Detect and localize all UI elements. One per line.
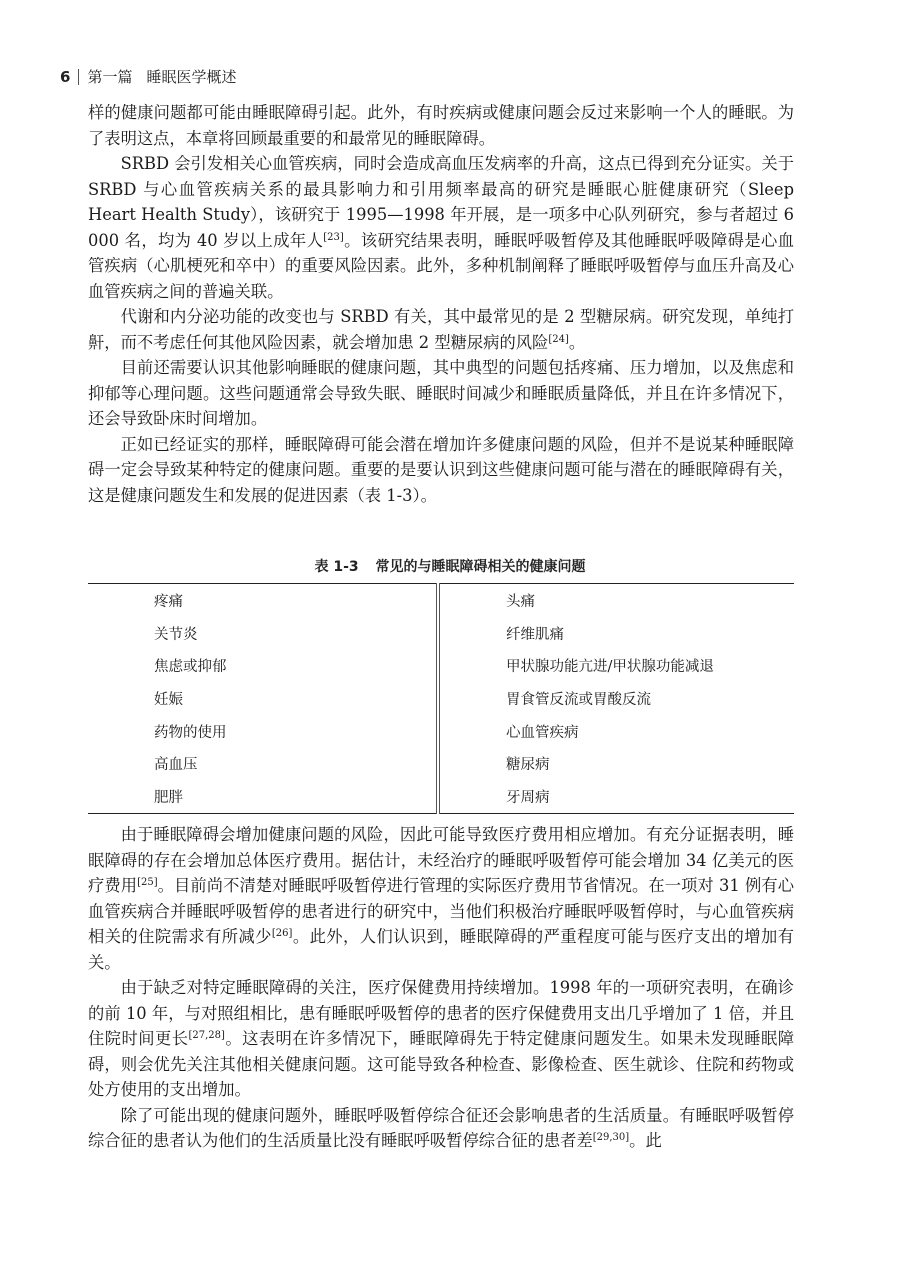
citation[interactable]: [26] — [271, 928, 293, 939]
table-cell: 甲状腺功能亢进/甲状腺功能减退 — [506, 659, 714, 676]
paragraph: 代谢和内分泌功能的改变也与 SRBD 有关，其中最常见的是 2 型糖尿病。研究发现，单纯打鼾，而不考虑任何其他风险因素，就会增加患 2 型糖尿病的风险[24]。 — [88, 307, 794, 352]
header-divider — [78, 69, 79, 85]
citation[interactable]: [24] — [548, 333, 569, 345]
citation[interactable]: [25] — [137, 877, 158, 888]
health-problems-table — [88, 583, 794, 814]
running-header — [60, 66, 236, 87]
table-cell: 药物的使用 — [88, 715, 438, 748]
table-row — [88, 780, 794, 813]
table-cell: 胃食管反流或胃酸反流 — [506, 691, 651, 708]
paragraph: 正如已经证实的那样，睡眠障碍可能会潜在增加许多健康问题的风险，但并不是说某种睡眠障碍一定会导致某种特定的健康问题。重要的是要认识到这些健康问题可能与潜在的睡眠障碍有关，这是健康问题发生和发展的促进因素（表 1-3）。 — [88, 434, 794, 505]
citation[interactable]: [23] — [323, 231, 344, 243]
table-cell: 高血压 — [88, 747, 438, 780]
citation[interactable]: [27,28] — [188, 1030, 225, 1041]
table-row — [88, 747, 794, 780]
paragraph: 目前还需要认识其他影响睡眠的健康问题，其中典型的问题包括疼痛、压力增加，以及焦虑和抑郁等心理问题。这些问题通常会导致失眠、睡眠时间减少和睡眠质量降低，并且在许多情况下，还会导致卧床时间增加。 — [88, 358, 794, 428]
body-text-bottom — [88, 822, 794, 1154]
table-cell: 牙周病 — [506, 789, 550, 806]
table-cell: 关节炎 — [88, 617, 438, 650]
table-title: 常见的与睡眠障碍相关的健康问题 — [375, 559, 586, 575]
table-cell: 头痛 — [506, 593, 535, 610]
table-cell: 肥胖 — [88, 780, 438, 813]
paragraph: SRBD 会引发相关心血管疾病，同时会造成高血压发病率的升高，这点已得到充分证实。关于 SRBD 与心血管疾病关系的最具影响力和引用频率最高的研究是睡眠心脏健康研究（Sleep Heart Health Study），该研究于 1995—1998 年开展，是一项多中心队列研究，参与者超过 6 000 名，均为 40 岁以上成年人[23]。该研究结果表明，睡眠呼吸暂停及其他睡眠呼吸障碍是心血管疾病（心肌梗死和卒中）的重要风险因素。此外，多种机制阐释了睡眠呼吸暂停与血压升高及心血管疾病之间的普遍关联。 — [88, 154, 794, 301]
table-label: 表 1-3 — [314, 559, 359, 575]
table-cell: 妊娠 — [88, 682, 438, 715]
page-number: 6 — [60, 67, 71, 86]
body-text-top — [88, 100, 794, 508]
table-cell: 疼痛 — [88, 584, 438, 617]
table-cell: 糖尿病 — [506, 757, 550, 774]
part-label: 第一篇 — [87, 68, 133, 86]
table-row — [88, 715, 794, 748]
table-caption — [0, 556, 900, 576]
citation[interactable]: [29,30] — [592, 1132, 630, 1143]
table-row — [88, 584, 794, 617]
paragraph: 由于睡眠障碍会增加健康问题的风险，因此可能导致医疗费用相应增加。有充分证据表明，睡眠障碍的存在会增加总体医疗费用。据估计，未经治疗的睡眠呼吸暂停可能会增加 34 亿美元的医疗费用[25]。目前尚不清楚对睡眠呼吸暂停进行管理的实际医疗费用节省情况。在一项对 31 例有心血管疾病合并睡眠呼吸暂停的患者进行的研究中，当他们积极治疗睡眠呼吸暂停时，与心血管疾病相关的住院需求有所减少[26]。此外，人们认识到，睡眠障碍的严重程度可能与医疗支出的增加有关。 — [88, 825, 794, 972]
paragraph: 样的健康问题都可能由睡眠障碍引起。此外，有时疾病或健康问题会反过来影响一个人的睡眠。为了表明这点，本章将回顾最重要的和最常见的睡眠障碍。 — [88, 103, 794, 148]
paragraph: 由于缺乏对特定睡眠障碍的关注，医疗保健费用持续增加。1998 年的一项研究表明，在确诊的前 10 年，与对照组相比，患有睡眠呼吸暂停的患者的医疗保健费用支出几乎增加了 1 倍，并且住院时间更长[27,28]。这表明在许多情况下，睡眠障碍先于特定健康问题发生。如果未发现睡眠障碍，则会优先关注其他相关健康问题。这可能导致各种检查、影像检查、医生就诊、住院和药物或处方使用的支出增加。 — [88, 978, 794, 1099]
table-row — [88, 649, 794, 682]
paragraph: 除了可能出现的健康问题外，睡眠呼吸暂停综合征还会影响患者的生活质量。有睡眠呼吸暂停综合征的患者认为他们的生活质量比没有睡眠呼吸暂停综合征的患者差[29,30]。此 — [88, 1105, 794, 1150]
table-cell: 焦虑或抑郁 — [88, 649, 438, 682]
chapter-title: 睡眠医学概述 — [146, 68, 237, 86]
table-row — [88, 617, 794, 650]
table-cell: 纤维肌痛 — [506, 626, 564, 643]
table-cell: 心血管疾病 — [506, 724, 579, 741]
table-row — [88, 682, 794, 715]
